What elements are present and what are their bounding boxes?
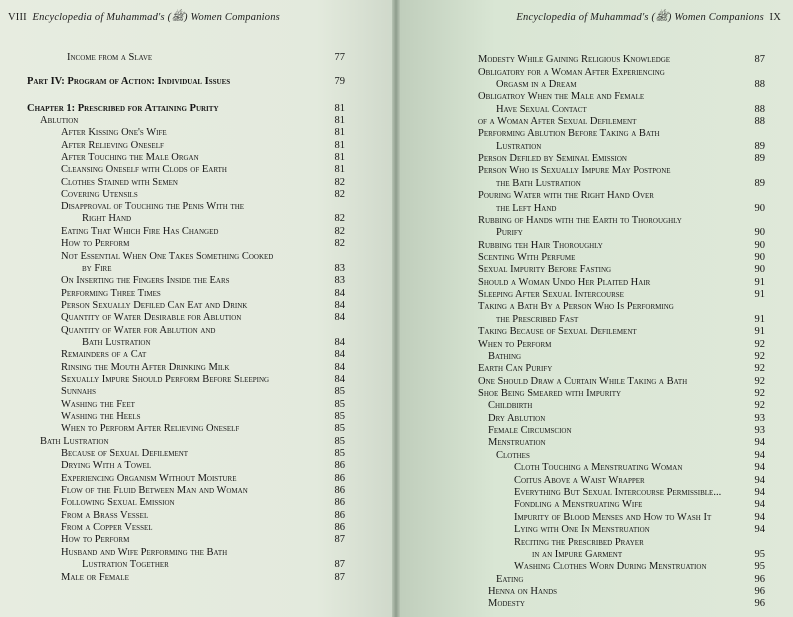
toc-entry [61, 522, 345, 534]
toc-entry-title: Performing Three Times [61, 288, 161, 299]
toc-entry [488, 437, 765, 449]
toc-entry-page: 95 [754, 561, 765, 572]
toc-entry [488, 425, 765, 437]
toc-entry [61, 238, 345, 250]
toc-entry-page: 85 [334, 448, 345, 459]
toc-entry [40, 436, 345, 448]
toc-entry-title: Person Sexually Defiled Can Eat and Drink [61, 300, 248, 311]
toc-entry [61, 275, 345, 287]
toc-entry [61, 374, 345, 386]
left-page [0, 0, 396, 617]
right-page-number: IX [769, 12, 781, 23]
toc-entry-title: Husband and Wife Performing the Bath [61, 547, 228, 558]
toc-entry-title: Performing Ablution Before Taking a Bath [478, 128, 660, 139]
toc-entry-title: Obligatroy When the Male and Female [478, 91, 645, 102]
toc-entry-title: Modesty [488, 598, 525, 609]
toc-entry-title: Person Defiled by Seminal Emission [478, 153, 627, 164]
toc-entry [478, 252, 765, 264]
toc-entry-page: 94 [754, 524, 765, 535]
toc-entry [61, 423, 345, 435]
toc-entry-page: 84 [334, 300, 345, 311]
toc-entry-page: 83 [334, 263, 345, 274]
toc-entry [496, 227, 765, 239]
toc-entry-page: 82 [334, 238, 345, 249]
toc-entry-page: 96 [754, 574, 765, 585]
toc-entry-page: 87 [334, 534, 345, 545]
toc-entry [61, 300, 345, 312]
toc-entry-page: 86 [334, 485, 345, 496]
toc-entry-page: 91 [754, 326, 765, 337]
toc-entry-page: 86 [334, 497, 345, 508]
toc-entry-title: Earth Can Purify [478, 363, 553, 374]
toc-entry [478, 326, 765, 338]
toc-entry-page: 95 [754, 549, 765, 560]
toc-entry-page: 94 [754, 450, 765, 461]
toc-entry-title: Everything But Sexual Intercourse Permissible... [514, 487, 722, 498]
toc-entry-title: by Fire [82, 263, 112, 274]
toc-entry-page: 87 [754, 54, 765, 65]
toc-entry-page: 81 [334, 164, 345, 175]
toc-entry-title: Washing the Heels [61, 411, 141, 422]
toc-entry-title: Right Hand [82, 213, 132, 224]
toc-entry-title: Part IV: Program of Action: Individual Issues [27, 76, 231, 87]
toc-entry [496, 141, 765, 153]
toc-entry-page: 96 [754, 598, 765, 609]
toc-entry-title: Reciting the Prescribed Prayer [514, 537, 644, 548]
toc-entry [478, 339, 765, 351]
toc-entry [496, 104, 765, 116]
toc-entry [478, 363, 765, 375]
toc-entry [61, 288, 345, 300]
toc-entry-title: Bath Lustration [82, 337, 151, 348]
toc-entry-title: the Left Hand [496, 203, 557, 214]
toc-entry-title: of a Woman After Sexual Defilement [478, 116, 637, 127]
toc-entry-title: Clothes Stained with Semen [61, 177, 178, 188]
toc-entry [496, 450, 765, 462]
toc-entry-title: Following Sexual Emission [61, 497, 175, 508]
toc-entry-page: 93 [754, 425, 765, 436]
toc-entry-title: Ablution [40, 115, 79, 126]
toc-entry [61, 312, 345, 324]
toc-entry-title: Purify [496, 227, 523, 238]
toc-entry [488, 351, 765, 363]
toc-entry-title: Experiencing Organism Without Moisture [61, 473, 237, 484]
toc-entry [478, 301, 773, 313]
toc-entry-title: Drying With a Towel [61, 460, 152, 471]
toc-entry-page: 84 [334, 312, 345, 323]
toc-entry-page: 85 [334, 423, 345, 434]
toc-entry-page: 92 [754, 400, 765, 411]
toc-entry-title: Lustration Together [82, 559, 169, 570]
toc-entry [514, 462, 765, 474]
toc-entry-title: Eating [496, 574, 524, 585]
toc-entry [478, 264, 765, 276]
toc-entry-page: 81 [334, 140, 345, 151]
toc-entry [478, 240, 765, 252]
toc-entry [478, 153, 765, 165]
toc-entry-page: 96 [754, 586, 765, 597]
toc-entry-page: 86 [334, 473, 345, 484]
right-page [396, 0, 793, 617]
toc-entry-page: 86 [334, 460, 345, 471]
toc-entry-title: Covering Utensils [61, 189, 138, 200]
toc-entry [61, 152, 345, 164]
toc-entry-page: 86 [334, 510, 345, 521]
toc-entry-page: 85 [334, 436, 345, 447]
toc-entry-page: 92 [754, 376, 765, 387]
toc-entry-title: Henna on Hands [488, 586, 558, 597]
toc-entry-title: From a Copper Vessel [61, 522, 153, 533]
toc-entry-page: 92 [754, 339, 765, 350]
toc-entry-title: Male or Female [61, 572, 129, 583]
toc-entry-title: in an Impure Garment [532, 549, 623, 560]
toc-entry [514, 537, 773, 549]
toc-entry [61, 460, 345, 472]
toc-entry-title: Clothes [496, 450, 530, 461]
left-page-number: VIII [8, 12, 27, 23]
toc-entry [61, 510, 345, 522]
toc-entry [61, 127, 345, 139]
toc-entry [61, 362, 345, 374]
toc-entry-title: Because of Sexual Defilement [61, 448, 189, 459]
toc-entry [496, 203, 765, 215]
toc-entry [478, 116, 765, 128]
toc-entry-title: Sunnahs [61, 386, 97, 397]
toc-entry-title: Impurity of Blood Menses and How to Wash It [514, 512, 712, 523]
toc-entry-page: 94 [754, 462, 765, 473]
toc-entry [61, 201, 376, 213]
toc-entry-title: Not Essential When One Takes Something Cooked [61, 251, 274, 262]
toc-entry [514, 561, 765, 573]
toc-entry-title: Modesty While Gaining Religious Knowledge [478, 54, 671, 65]
toc-entry-title: Dry Ablution [488, 413, 546, 424]
toc-entry-title: How to Perform [61, 534, 130, 545]
toc-entry-title: Sleeping After Sexual Intercourse [478, 289, 624, 300]
toc-entry-page: 84 [334, 337, 345, 348]
toc-entry-page: 87 [334, 559, 345, 570]
toc-entry [61, 164, 345, 176]
toc-entry-title: Quantity of Water Desirable for Ablution [61, 312, 242, 323]
toc-entry-title: Scenting With Perfume [478, 252, 576, 263]
toc-entry [61, 411, 345, 423]
toc-entry-title: Cloth Touching a Menstruating Woman [514, 462, 683, 473]
toc-entry-page: 93 [754, 413, 765, 424]
toc-entry [478, 54, 765, 66]
toc-entry-title: When to Perform After Relieving Oneself [61, 423, 240, 434]
toc-entry-title: Remainders of a Cat [61, 349, 147, 360]
toc-entry-page: 88 [754, 104, 765, 115]
toc-entry-page: 82 [334, 177, 345, 188]
toc-entry-title: On Inserting the Fingers Inside the Ears [61, 275, 230, 286]
toc-entry [478, 67, 773, 79]
toc-entry [478, 388, 765, 400]
toc-entry-page: 85 [334, 399, 345, 410]
toc-entry-page: 94 [754, 499, 765, 510]
toc-entry-page: 89 [754, 141, 765, 152]
toc-entry-title: After Relieving Oneself [61, 140, 164, 151]
toc-entry-page: 92 [754, 351, 765, 362]
toc-entry-page: 81 [334, 127, 345, 138]
toc-entry-page: 84 [334, 362, 345, 373]
toc-entry-page: 94 [754, 512, 765, 523]
toc-entry [496, 314, 765, 326]
toc-entry [514, 499, 765, 511]
toc-entry [61, 226, 345, 238]
toc-entry [61, 325, 376, 337]
toc-entry [61, 251, 376, 263]
toc-entry-page: 82 [334, 213, 345, 224]
toc-entry-page: 92 [754, 388, 765, 399]
toc-entry-page: 88 [754, 79, 765, 90]
toc-entry [514, 512, 765, 524]
toc-entry [82, 559, 345, 571]
toc-entry-title: Sexual Impurity Before Fasting [478, 264, 612, 275]
toc-entry [61, 349, 345, 361]
toc-entry-title: Orgasm in a Dream [496, 79, 577, 90]
toc-entry [478, 277, 765, 289]
toc-entry [61, 177, 345, 189]
toc-entry [478, 190, 773, 202]
toc-entry-page: 90 [754, 264, 765, 275]
toc-entry-page: 89 [754, 178, 765, 189]
toc-entry [61, 497, 345, 509]
toc-entry-title: Eating That Which Fire Has Changed [61, 226, 219, 237]
toc-entry [61, 547, 376, 559]
toc-entry [478, 91, 773, 103]
toc-entry-page: 89 [754, 153, 765, 164]
toc-entry [61, 485, 345, 497]
toc-entry-page: 90 [754, 252, 765, 263]
toc-entry-page: 90 [754, 227, 765, 238]
toc-entry [61, 534, 345, 546]
toc-entry-page: 84 [334, 349, 345, 360]
toc-entry [61, 189, 345, 201]
toc-entry-page: 86 [334, 522, 345, 533]
toc-entry-page: 85 [334, 411, 345, 422]
toc-entry-title: Quantity of Water for Ablution and [61, 325, 216, 336]
toc-entry-title: Rubbing of Hands with the Earth to Thoroughly [478, 215, 682, 226]
toc-entry-title: Bathing [488, 351, 522, 362]
toc-entry-page: 91 [754, 277, 765, 288]
toc-entry [478, 128, 773, 140]
toc-entry [61, 572, 345, 584]
right-running-header [516, 11, 781, 26]
toc-entry-page: 91 [754, 289, 765, 300]
toc-entry [61, 386, 345, 398]
toc-entry [514, 487, 765, 499]
toc-entry-title: Person Who is Sexually Impure May Postpone [478, 165, 671, 176]
toc-entry [532, 549, 765, 561]
toc-entry-title: How to Perform [61, 238, 130, 249]
toc-entry [496, 178, 765, 190]
toc-entry [488, 413, 765, 425]
toc-entry-title: One Should Draw a Curtain While Taking a Bath [478, 376, 688, 387]
toc-entry-page: 91 [754, 314, 765, 325]
toc-entry-page: 94 [754, 437, 765, 448]
toc-entry-title: Taking Because of Sexual Defilement [478, 326, 637, 337]
toc-entry [478, 376, 765, 388]
toc-entry-title: Washing the Feet [61, 399, 135, 410]
left-running-header [8, 11, 280, 26]
toc-entry [61, 399, 345, 411]
toc-entry-title: Bath Lustration [40, 436, 109, 447]
toc-entry-title: Lying with One In Menstruation [514, 524, 650, 535]
toc-entry-title: Rinsing the Mouth After Drinking Milk [61, 362, 230, 373]
toc-entry-title: Fondling a Menstruating Wife [514, 499, 643, 510]
toc-entry-title: Obligatory for a Woman After Experiencing [478, 67, 665, 78]
toc-entry-page: 82 [334, 226, 345, 237]
toc-entry-page: 85 [334, 386, 345, 397]
toc-entry-title: Cleansing Oneself with Clods of Earth [61, 164, 227, 175]
toc-entry [27, 103, 345, 115]
toc-entry-title: Disapproval of Touching the Penis With the [61, 201, 245, 212]
toc-entry [514, 475, 765, 487]
toc-entry [82, 263, 345, 275]
toc-entry-title: Income from a Slave [67, 52, 153, 63]
toc-entry-title: Washing Clothes Worn During Menstruation [514, 561, 707, 572]
toc-entry-page: 87 [334, 572, 345, 583]
toc-entry [496, 79, 765, 91]
toc-entry-page: 83 [334, 275, 345, 286]
toc-entry [488, 586, 765, 598]
right-header-title: Encyclopedia of Muhammad's (ﷺ) Women Companions [516, 12, 764, 23]
toc-entry-title: Female Circumscion [488, 425, 572, 436]
toc-entry-page: 92 [754, 363, 765, 374]
toc-entry-title: Pouring Water with the Right Hand Over [478, 190, 654, 201]
toc-entry-title: Sexually Impure Should Perform Before Sleeping [61, 374, 270, 385]
toc-entry-title: Flow of the Fluid Between Man and Woman [61, 485, 248, 496]
toc-entry-page: 88 [754, 116, 765, 127]
toc-entry-page: 90 [754, 240, 765, 251]
toc-entry-title: Have Sexual Contact [496, 104, 587, 115]
toc-entry-title: Rubbing teh Hair Thoroughly [478, 240, 603, 251]
toc-entry-page: 94 [754, 487, 765, 498]
toc-entry-page: 77 [334, 52, 345, 63]
toc-entry [488, 598, 765, 610]
toc-entry-page: 84 [334, 288, 345, 299]
toc-entry-page: 81 [334, 103, 345, 114]
toc-entry-title: Childbirth [488, 400, 533, 411]
toc-entry [478, 289, 765, 301]
toc-entry [27, 76, 345, 88]
toc-entry-title: After Touching the Male Organ [61, 152, 199, 163]
toc-entry [514, 524, 765, 536]
toc-entry-page: 81 [334, 115, 345, 126]
toc-entry [488, 400, 765, 412]
toc-entry-page: 94 [754, 475, 765, 486]
toc-entry-title: Should a Woman Undo Her Plaited Hair [478, 277, 651, 288]
toc-entry-title: Coitus Above a Waist Wrapper [514, 475, 645, 486]
toc-entry-page: 79 [334, 76, 345, 87]
toc-entry-title: When to Perform [478, 339, 552, 350]
toc-entry [478, 165, 773, 177]
toc-entry-title: the Bath Lustration [496, 178, 581, 189]
toc-entry-title: Shoe Being Smeared with Impurity [478, 388, 622, 399]
toc-entry [478, 215, 773, 227]
toc-entry-page: 84 [334, 374, 345, 385]
toc-entry [61, 448, 345, 460]
toc-entry-page: 81 [334, 152, 345, 163]
toc-entry-page: 82 [334, 189, 345, 200]
toc-entry-title: From a Brass Vessel [61, 510, 149, 521]
toc-entry-title: After Kissing One's Wife [61, 127, 167, 138]
left-header-title: Encyclopedia of Muhammad's (ﷺ) Women Companions [32, 12, 280, 23]
toc-entry-title: Lustration [496, 141, 542, 152]
toc-entry-title: Taking a Bath By a Person Who Is Performing [478, 301, 674, 312]
toc-entry [61, 473, 345, 485]
toc-entry [496, 574, 765, 586]
toc-entry [40, 115, 345, 127]
toc-entry [82, 213, 345, 225]
book-gutter [392, 0, 400, 617]
toc-entry-page: 90 [754, 203, 765, 214]
toc-entry-title: Chapter 1: Prescribed for Attaining Purity [27, 103, 219, 114]
toc-entry [67, 52, 345, 64]
toc-entry [61, 140, 345, 152]
toc-entry-title: Menstruation [488, 437, 546, 448]
toc-entry [82, 337, 345, 349]
toc-entry-title: the Prescribed Fast [496, 314, 579, 325]
